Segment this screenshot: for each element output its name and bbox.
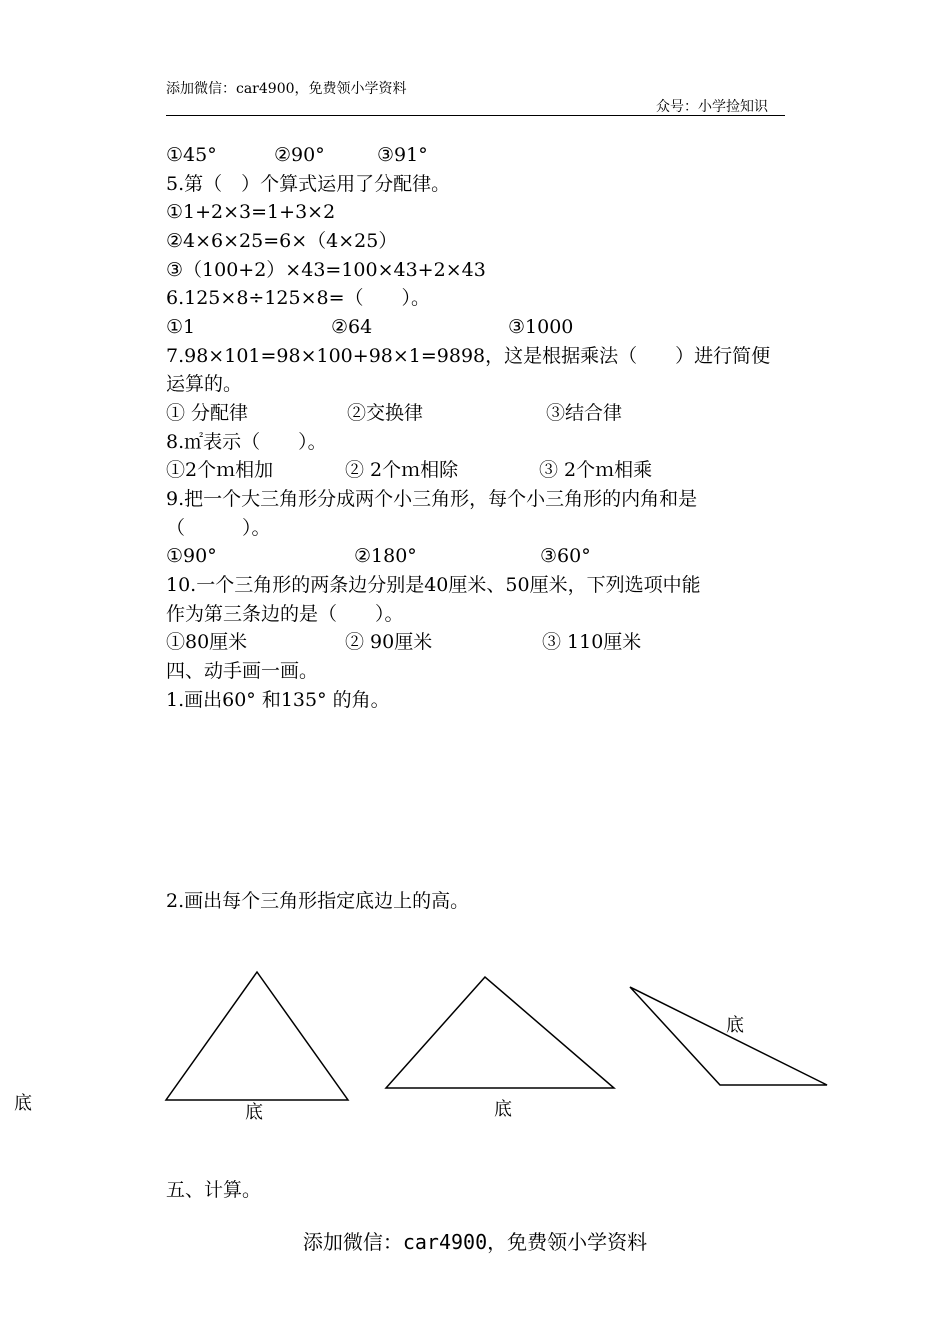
q8-stem: 8.㎡表示（ ）。 bbox=[166, 431, 327, 453]
section5-title: 五、计算。 bbox=[166, 1179, 262, 1201]
q10-stem-line1: 10.一个三角形的两条边分别是40厘米、50厘米，下列选项中能 bbox=[166, 574, 701, 596]
q9-option-1: ①90° bbox=[166, 545, 217, 567]
q7-option-2: ②交换律 bbox=[347, 402, 424, 424]
q8-option-1: ①2个ｍ相加 bbox=[166, 459, 274, 481]
q5-stem: 5.第（ ）个算式运用了分配律。 bbox=[166, 173, 451, 195]
q9-stem-line1: 9.把一个大三角形分成两个小三角形，每个小三角形的内角和是 bbox=[166, 488, 698, 510]
margin-base-label: 底 bbox=[14, 1093, 32, 1114]
q4-option-3: ③91° bbox=[377, 144, 428, 166]
q10-option-2: ② 90厘米 bbox=[345, 631, 433, 653]
q4-option-1: ①45° bbox=[166, 144, 217, 166]
section4-question-2: 2.画出每个三角形指定底边上的高。 bbox=[166, 890, 470, 912]
q9-option-2: ②180° bbox=[354, 545, 417, 567]
triangle-1-base-label: 底 bbox=[245, 1102, 263, 1123]
section4-question-1: 1.画出60° 和135° 的角。 bbox=[166, 689, 390, 711]
q5-option-1: ①1+2×3=1+3×2 bbox=[166, 201, 336, 223]
q9-option-3: ③60° bbox=[540, 545, 591, 567]
q7-option-1: ① 分配律 bbox=[166, 402, 249, 424]
q9-stem-line2: （ ）。 bbox=[166, 517, 271, 539]
q10-option-3: ③ 110厘米 bbox=[542, 631, 642, 653]
q6-option-3: ③1000 bbox=[508, 316, 574, 338]
triangle-2-base-label: 底 bbox=[494, 1099, 512, 1120]
q5-option-2: ②4×6×25=6×（4×25） bbox=[166, 230, 398, 252]
q10-option-1: ①80厘米 bbox=[166, 631, 248, 653]
q4-option-2: ②90° bbox=[274, 144, 325, 166]
header-right-text: 众号：小学捡知识 bbox=[656, 99, 768, 115]
footer-text: 添加微信：car4900，免费领小学资料 bbox=[302, 1230, 648, 1254]
triangle-2 bbox=[386, 977, 614, 1088]
q8-option-2: ② 2个ｍ相除 bbox=[345, 459, 459, 481]
triangle-3-base-label: 底 bbox=[726, 1015, 744, 1036]
section4-title: 四、动手画一画。 bbox=[166, 660, 319, 682]
q6-option-2: ②64 bbox=[331, 316, 373, 338]
q7-option-3: ③结合律 bbox=[546, 402, 623, 424]
q7-stem-line1: 7.98×101=98×100+98×1=9898，这是根据乘法（ ）进行简便 bbox=[166, 345, 771, 367]
triangle-1 bbox=[166, 972, 348, 1100]
q6-stem: 6.125×8÷125×8=（ ）。 bbox=[166, 287, 431, 309]
q7-stem-line2: 运算的。 bbox=[166, 373, 243, 395]
header-left-text: 添加微信：car4900，免费领小学资料 bbox=[166, 81, 407, 97]
q6-option-1: ①1 bbox=[166, 316, 196, 338]
q10-stem-line2: 作为第三条边的是（ ）。 bbox=[166, 603, 404, 625]
q8-option-3: ③ 2个ｍ相乘 bbox=[539, 459, 653, 481]
q5-option-3: ③（100+2）×43=100×43+2×43 bbox=[166, 259, 486, 281]
